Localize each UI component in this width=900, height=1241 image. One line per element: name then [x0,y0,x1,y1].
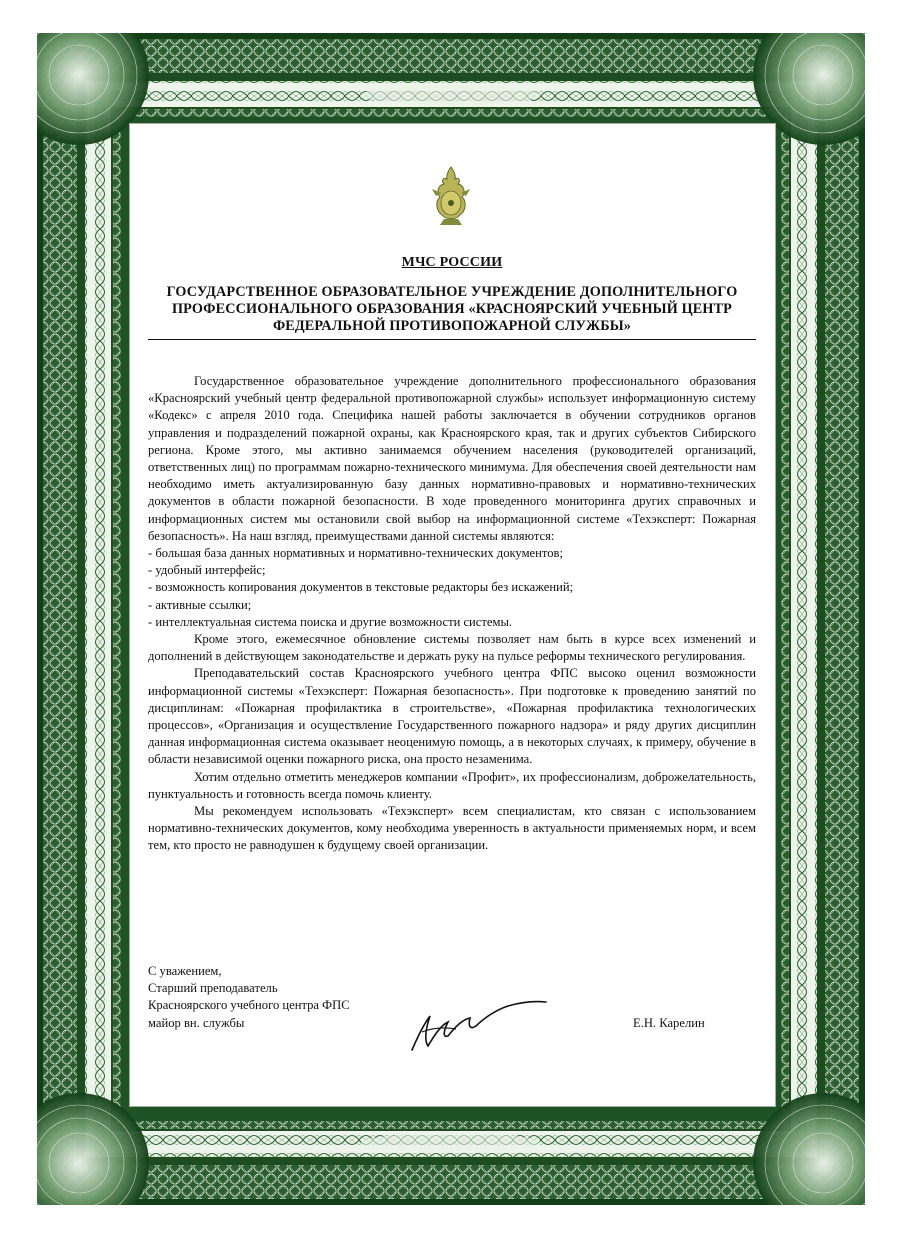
signer-name: Е.Н. Карелин [633,1016,705,1030]
institution-line: ФЕДЕРАЛЬНОЙ ПРОТИВОПОЖАРНОЙ СЛУЖБЫ» [272,318,632,334]
agency-title: МЧС РОССИИ [401,255,503,270]
institution-name [148,284,756,335]
institution-line: ПРОФЕССИОНАЛЬНОГО ОБРАЗОВАНИЯ «КРАСНОЯРСКИЙ УЧЕБНЫЙ ЦЕНТР [172,301,732,317]
paragraph: Кроме этого, ежемесячное обновление системы позволяет нам быть в курсе всех изменений и дополнений в действующем законодательстве и держать руку на пульсе реформы технического регулирования. [148,632,756,664]
emergency-ministry-emblem-icon [422,163,480,227]
paragraph: Мы рекомендуем использовать «Техэксперт» всем специалистам, кто связан с использованием нормативно-технических документов, кому необходима уверенность в актуальности применяемых норм, и всем тем, кто просто не равнодушен к будущему своей организации. [148,804,756,853]
list-item: - возможность копирования документов в текстовые редакторы без искажений; [148,580,574,595]
list-item: - интеллектуальная система поиска и другие возможности системы. [148,614,513,629]
institution-line: ГОСУДАРСТВЕННОЕ ОБРАЗОВАТЕЛЬНОЕ УЧРЕЖДЕНИЕ ДОПОЛНИТЕЛЬНОГО [166,284,738,300]
signer-position: Старший преподаватель [148,981,278,996]
closing: С уважением, [148,964,222,978]
list-item: - удобный интерфейс; [148,563,266,578]
list-item: - большая база данных нормативных и нормативно-технических документов; [148,546,563,561]
header-divider [148,339,756,340]
list-item: - активные ссылки; [148,597,252,612]
signer-organization: Красноярского учебного центра ФПС [148,998,350,1013]
handwritten-signature [404,996,554,1056]
letter-body [148,373,756,855]
paragraph: Государственное образовательное учреждение дополнительного профессионального образования «Красноярский учебный центр федеральной противопожарной службы» использует информационную систему «Кодекс» с апреля 2010 года. Специфика нашей работы заключается в обучении сотрудников органов управления и подразделений пожарной охраны, как Красноярского края, так и других субъектов Сибирского региона. Кроме этого, мы активно занимаемся обучением населения (руководителей организаций, ответственных лиц) по программам пожарно-технического минимума. Для обеспечения своей деятельности нам необходимо иметь актуализированную базу данных нормативно-правовых и нормативно-технических документов в области пожарной безопасности. В ходе проведенного мониторинга других справочных и информационных систем мы остановили свой выбор на информационной системе «Техэксперт: Пожарная безопасность». На наш взгляд, преимуществами данной системы являются: [148,374,756,543]
paragraph: Преподавательский состав Красноярского учебного центра ФПС высоко оценил возможности информационной системы «Техэксперт: Пожарная безопасность». При подготовке к проведению занятий по дисциплинам: «Пожарная профилактика в строительстве», «Пожарная профилактика технологических процессов», «Организация и осуществление Государственного пожарного надзора» и ряду других дисциплин данная информационная система оказывает неоценимую помощь, а в некоторых случаях, к примеру, обучение в области независимой оценки пожарного риска, она просто незаменима. [148,666,756,767]
signature-block [148,963,350,1032]
paragraph: Хотим отдельно отметить менеджеров компании «Профит», их профессионализм, доброжелательность, пунктуальность и готовность всегда помочь клиенту. [148,769,756,801]
advantages-list [148,545,756,631]
signer-rank: майор вн. службы [148,1015,245,1030]
